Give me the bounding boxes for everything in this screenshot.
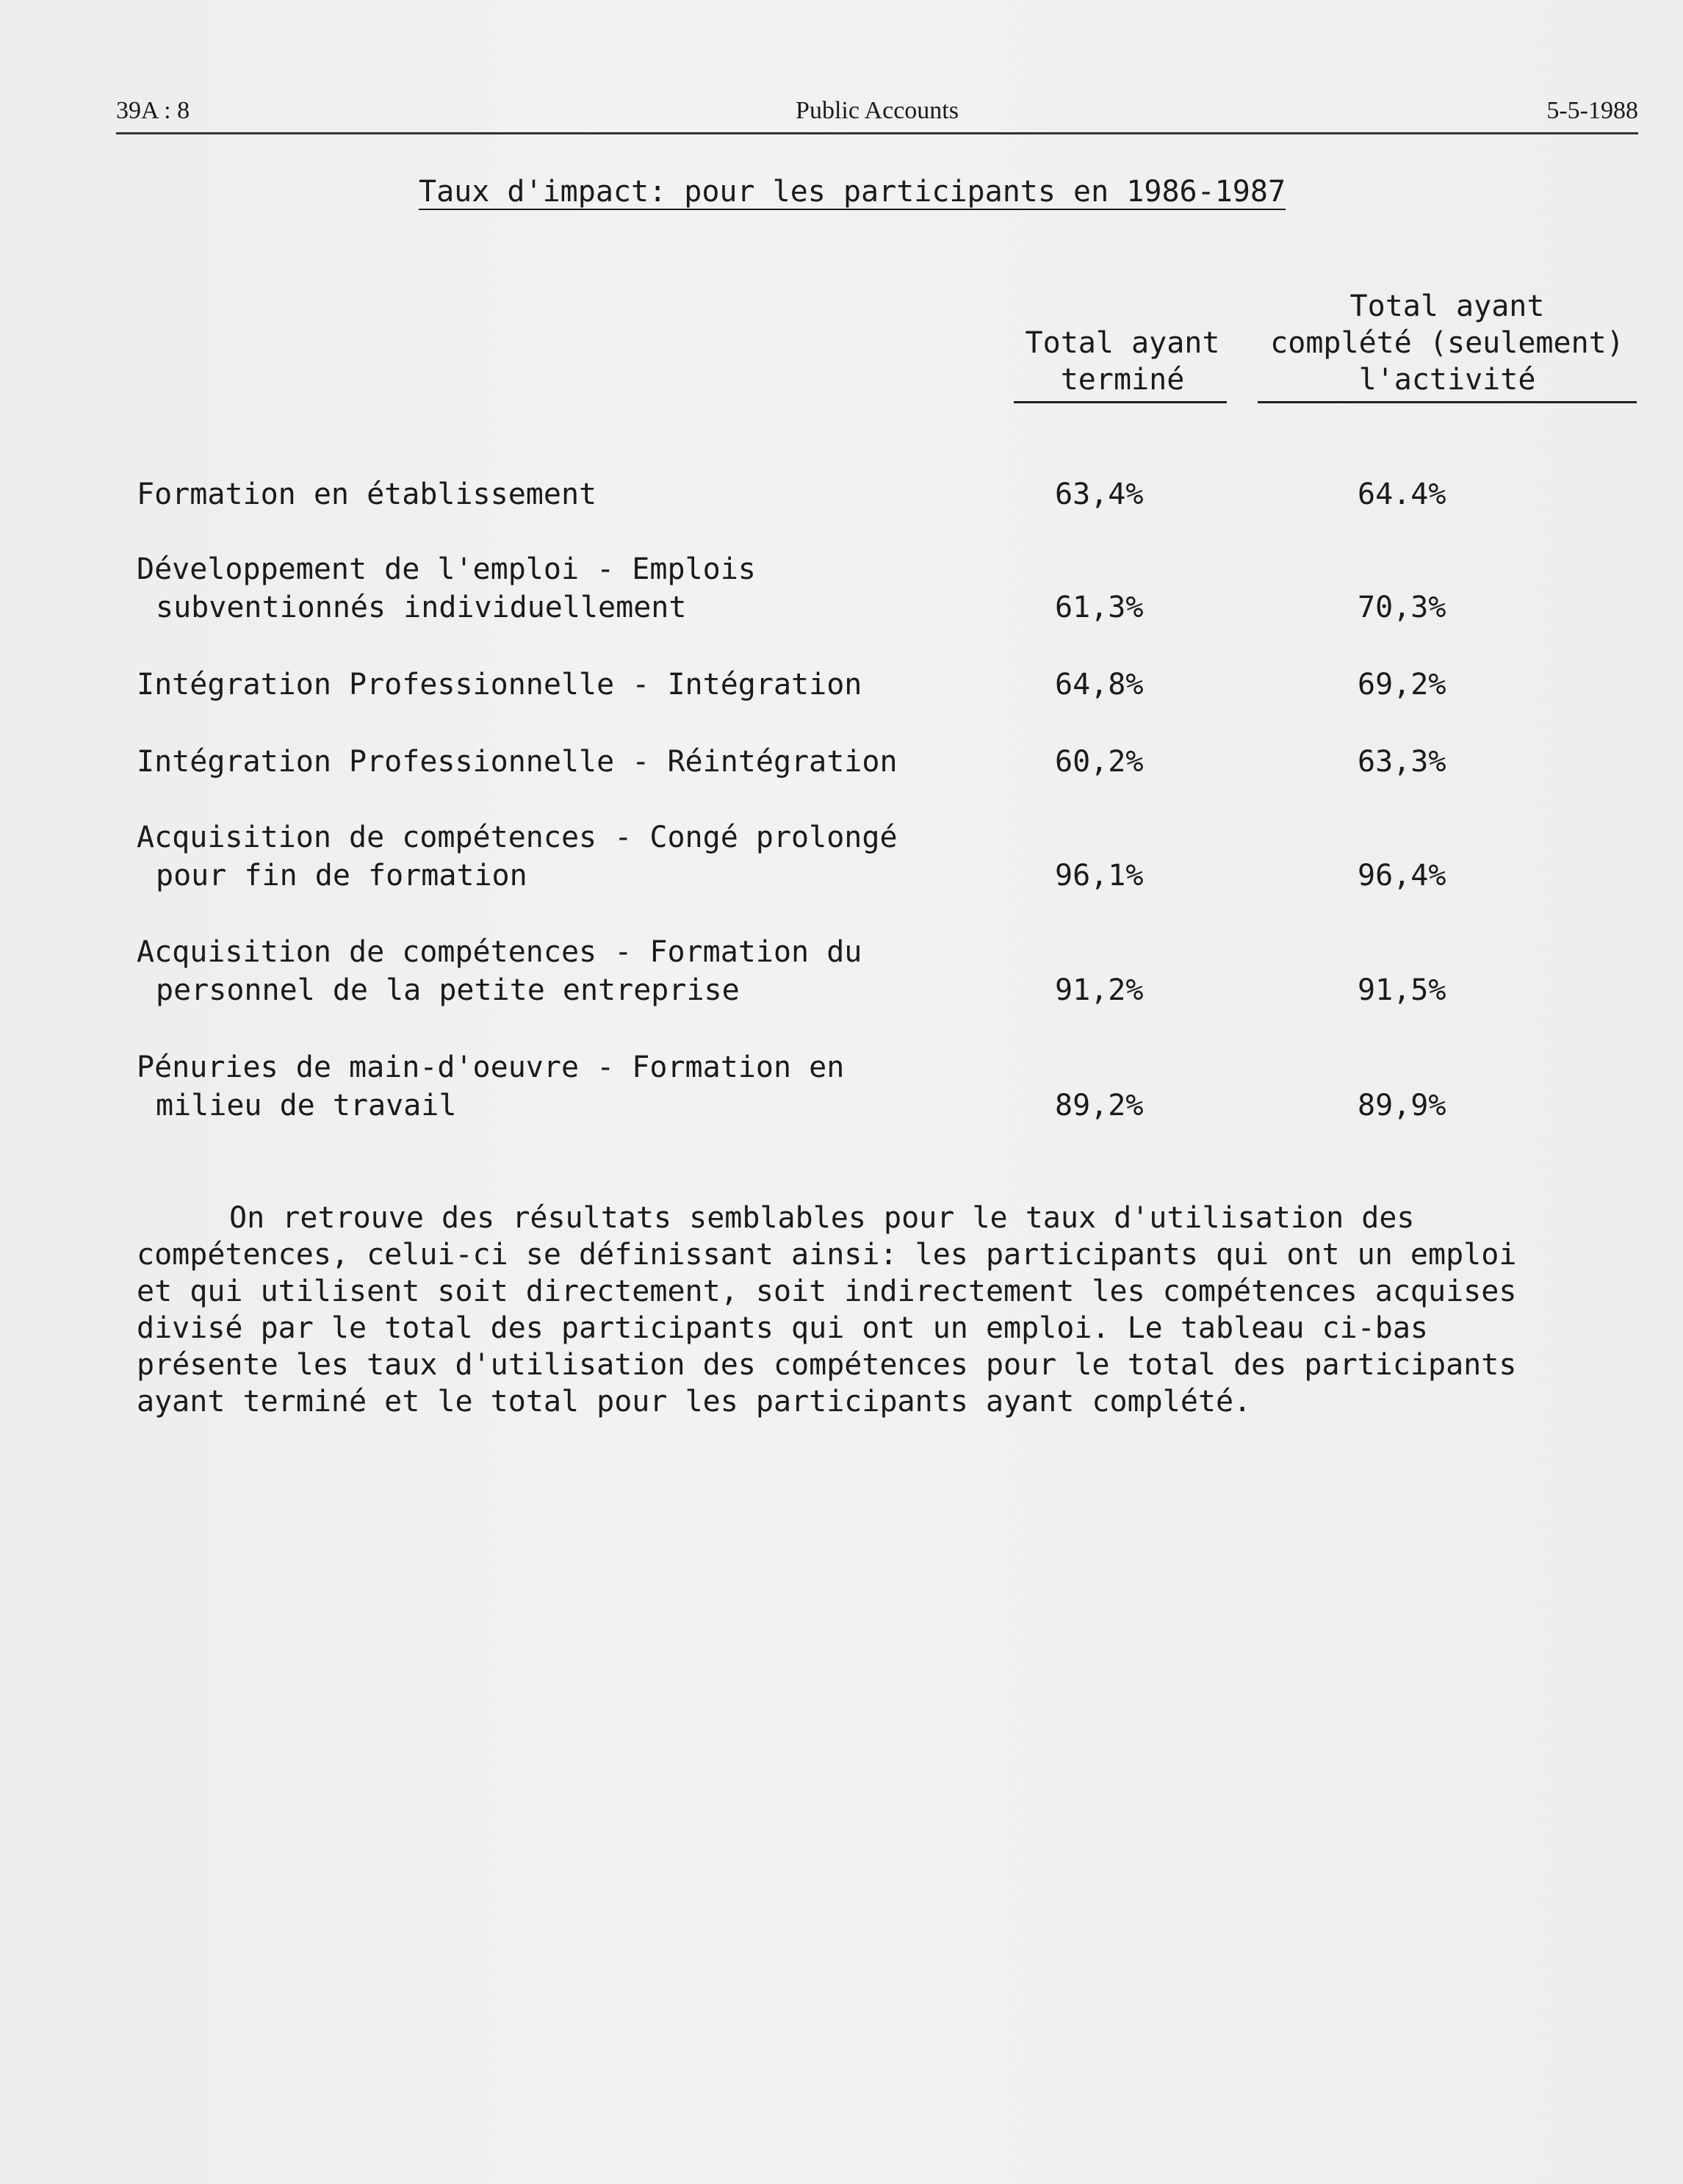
body-paragraph: On retrouve des résultats semblables pour le taux d'utilisation des compétences, celui-ci se définissant ainsi: les participants qui ont un emploi et qui utilisent soit directement, soit indirectement les compétences acquises divisé par le total des participants qui ont un emploi. Le tableau ci-bas présente les taux d'utilisation des compétences pour le total des participants ayant terminé et le total pour les participants ayant complété. [137, 1201, 1517, 1419]
row-value-terminated: 63,4% [1055, 477, 1144, 511]
column-rule-terminated [1014, 401, 1227, 403]
row-value-completed: 89,9% [1358, 1089, 1446, 1122]
row-label: Acquisition de compétences - Formation du personnel de la petite entreprise [137, 935, 862, 1007]
row-value-terminated: 61,3% [1055, 591, 1144, 624]
header-page-number: 39A : 8 [116, 97, 190, 124]
row-label: Formation en établissement [137, 477, 597, 511]
row-value-completed: 69,2% [1358, 668, 1446, 702]
row-value-terminated: 89,2% [1055, 1089, 1144, 1122]
row-label: Intégration Professionnelle - Intégration [137, 668, 862, 702]
row-value-completed: 96,4% [1358, 859, 1446, 893]
row-label: Développement de l'emploi - Emplois subventionnés individuellement [137, 552, 756, 624]
row-label: Intégration Professionnelle - Réintégration [137, 745, 898, 779]
row-label: Acquisition de compétences - Congé prolongé pour fin de formation [137, 821, 898, 893]
row-value-completed: 91,5% [1358, 973, 1446, 1007]
row-value-completed: 63,3% [1358, 745, 1446, 779]
column-rule-completed [1258, 401, 1637, 403]
header-date: 5-5-1988 [1546, 97, 1638, 124]
row-value-completed: 70,3% [1358, 591, 1446, 624]
table-title: Taux d'impact: pour les participants en 1986-1987 [419, 175, 1286, 209]
header-title: Public Accounts [796, 97, 959, 124]
row-value-terminated: 64,8% [1055, 668, 1144, 702]
row-value-terminated: 96,1% [1055, 859, 1144, 893]
row-value-terminated: 91,2% [1055, 973, 1144, 1007]
header-rule [116, 132, 1638, 134]
row-value-completed: 64.4% [1358, 477, 1446, 511]
row-value-terminated: 60,2% [1055, 745, 1144, 779]
column-header-terminated: Total ayant terminé [1025, 326, 1220, 397]
column-header-completed: Total ayant complété (seulement) l'activité [1270, 289, 1624, 397]
row-label: Pénuries de main-d'oeuvre - Formation en milieu de travail [137, 1050, 845, 1122]
page-header [116, 97, 1638, 141]
